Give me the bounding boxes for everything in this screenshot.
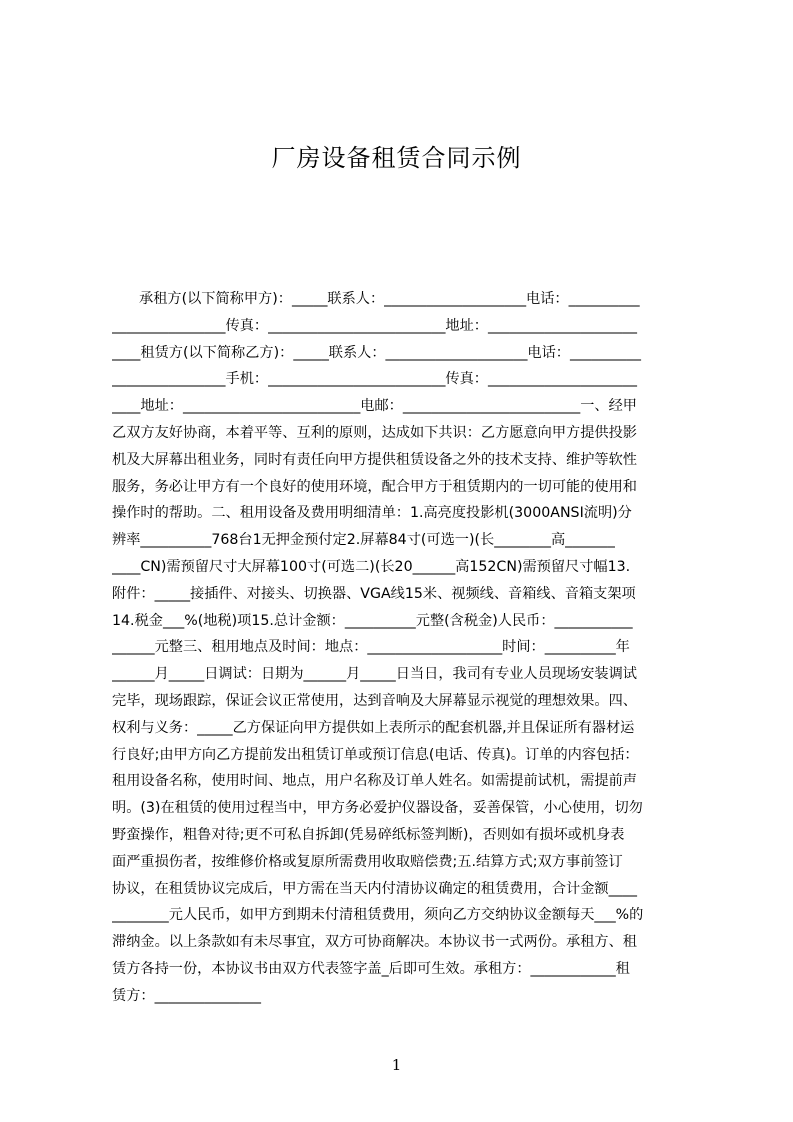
body-line: 机及大屏幕出租业务，同时有责任向甲方提供租赁设备之外的技术支持、维护等软性: [112, 451, 637, 468]
document-title: 厂房设备租赁合同示例: [271, 144, 522, 172]
body-line: ____地址：_________________________电邮：_________________________一、经甲: [112, 398, 637, 415]
body-line: 野蛮操作，粗鲁对待;更不可私自拆卸(凭易碎纸标签判断)，否则如有损坏或机身表: [112, 826, 625, 843]
body-line: 操作时的帮助。二、租用设备及费用明细清单：1.高亮度投影机(3000ANSI流明)分: [112, 505, 632, 522]
body-line: ____CN)需预留尺寸大屏幕100寸(可选二)(长20______高152CN)需预留尺寸幅13.: [112, 558, 631, 575]
body-line: 承租方(以下简称甲方)：_____联系人：____________________电话：__________: [139, 291, 640, 307]
body-line: ______月_____日调试：日期为______月_____日当日，我司有专业人员现场安装调试: [112, 666, 637, 683]
body-line: 乙双方友好协商，本着平等、互利的原则，达成如下共识：乙方愿意向甲方提供投影: [112, 424, 637, 441]
body-line: 附件：_____接插件、对接头、切换器、VGA线15米、视频线、音箱线、音箱支架项: [112, 585, 636, 602]
body-line: 明。(3)在租赁的使用过程当中，甲方务必爱护仪器设备，妥善保管，小心使用，切勿: [112, 800, 643, 817]
body-line: 滞纳金。以上条款如有未尽事宜，双方可协商解决。本协议书一式两份。承租方、租: [112, 934, 637, 951]
body-line: 赁方：_______________: [112, 987, 261, 1004]
body-line: 面严重损伤者，按维修价格或复原所需费用收取赔偿费;五.结算方式;双方事前签订: [112, 853, 623, 870]
body-line: 权利与义务：_____乙方保证向甲方提供如上表所示的配套机器,并且保证所有器材运: [112, 719, 635, 736]
body-line: ________________手机：_________________________传真：_____________________: [112, 371, 637, 388]
body-line: 完毕，现场跟踪，保证会议正常使用，达到音响及大屏幕显示视觉的理想效果。四、: [112, 692, 637, 709]
body-line: ________________传真：_________________________地址：_____________________: [112, 317, 637, 334]
body-line: ______元整三、租用地点及时间：地点：___________________时间：__________年: [112, 639, 630, 656]
body-line: ____租赁方(以下简称乙方)：_____联系人：____________________电话：__________: [112, 344, 641, 361]
body-line: 协议，在租赁协议完成后，甲方需在当天内付清协议确定的租赁费用，合计金额____: [112, 880, 637, 897]
body-line: 辨率__________768台1无押金预付定2.屏幕84寸(可选一)(长________高_______: [112, 532, 615, 549]
contract-body: [112, 286, 698, 1006]
body-line: 服务，务必让甲方有一个良好的使用环境，配合甲方于租赁期内的一切可能的使用和: [112, 478, 637, 495]
body-line: 租用设备名称，使用时间、地点，用户名称及订单人姓名。如需提前试机，需提前声: [112, 773, 637, 790]
body-line: 14.税金___%(地税)项15.总计金额：__________元整(含税金)人民币：___________: [112, 612, 633, 629]
page-number: 1: [391, 1056, 402, 1074]
body-line: 赁方各持一份，本协议书由双方代表签字盖_后即可生效。承租方：____________租: [112, 960, 630, 977]
body-line: ________元人民币，如甲方到期未付清租赁费用，须向乙方交纳协议金额每天___%的: [112, 907, 644, 924]
body-line: 行良好;由甲方向乙方提前发出租赁订单或预订信息(电话、传真)。订单的内容包括：: [112, 746, 639, 763]
